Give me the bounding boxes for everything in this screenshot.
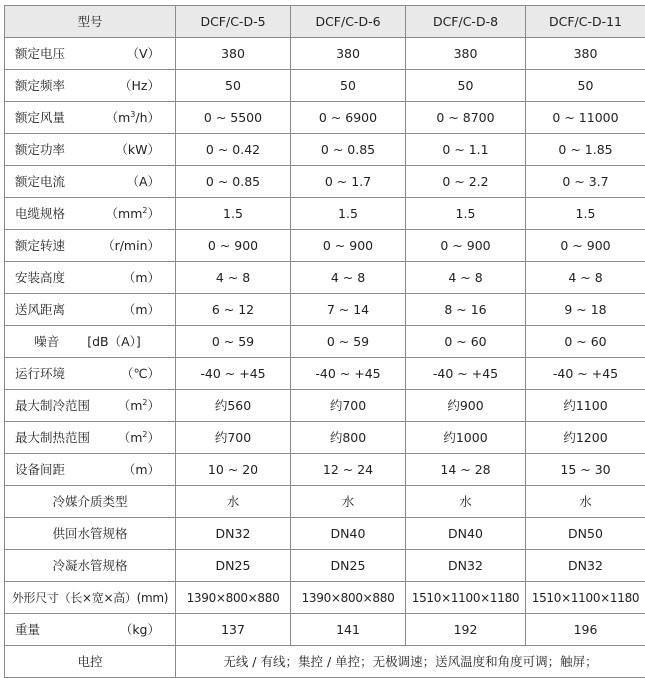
row-label xyxy=(5,175,175,189)
unit-text: $(m^2)$ xyxy=(118,399,160,413)
cell-value: DN50 xyxy=(526,518,645,550)
cell-value: DN32 xyxy=(176,518,291,550)
row-label xyxy=(5,431,175,445)
unit-text: （kg） xyxy=(120,623,160,637)
cell-value: 1.5 xyxy=(526,198,645,230)
cell-value: DN40 xyxy=(406,518,526,550)
cell-value: 380 xyxy=(406,38,526,70)
row-cable xyxy=(5,198,645,230)
label-text: 最大制热范围 xyxy=(15,431,90,445)
row-label xyxy=(5,367,175,381)
label-text: 额定功率 xyxy=(15,143,65,157)
row-label xyxy=(5,239,175,253)
unit-text: （Hz） xyxy=(119,79,160,93)
row-label: 冷媒介质类型 xyxy=(5,486,176,518)
row-condensate-pipe xyxy=(5,550,645,582)
cell-value: 12 ~ 24 xyxy=(291,454,406,486)
unit-text: $(m^2)$ xyxy=(118,431,160,445)
cell-value: 0 ~ 1.1 xyxy=(406,134,526,166)
cell-value: 水 xyxy=(406,486,526,518)
cell-value: 0 ~ 8700 xyxy=(406,102,526,134)
cell-value: 14 ~ 28 xyxy=(406,454,526,486)
row-current xyxy=(5,166,645,198)
cell-value: 50 xyxy=(526,70,645,102)
cell-value: -40 ~ +45 xyxy=(291,358,406,390)
row-label: 冷凝水管规格 xyxy=(5,550,176,582)
label-text: 额定电流 xyxy=(15,175,65,189)
cell-value: -40 ~ +45 xyxy=(176,358,291,390)
cell-value: DN32 xyxy=(406,550,526,582)
cell-value: 约560 xyxy=(176,390,291,422)
cell-value: 0 ~ 1.7 xyxy=(291,166,406,198)
cell-value: 1510×1100×1180 xyxy=(526,582,645,614)
row-label xyxy=(5,143,175,157)
cell-value: 水 xyxy=(291,486,406,518)
cell-value: DN25 xyxy=(291,550,406,582)
cell-value: 192 xyxy=(406,614,526,646)
row-airflow xyxy=(5,102,645,134)
spec-table xyxy=(4,5,645,678)
header-model-2: DCF/C-D-6 xyxy=(291,6,406,38)
cell-value: 0 ~ 900 xyxy=(526,230,645,262)
unit-text: （m） xyxy=(123,303,160,317)
cell-value: 196 xyxy=(526,614,645,646)
cell-value: 水 xyxy=(526,486,645,518)
row-heating-area xyxy=(5,422,645,454)
cell-value: 0 ~ 6900 xyxy=(291,102,406,134)
row-voltage xyxy=(5,38,645,70)
label-text: 电缆规格 xyxy=(15,207,65,221)
cell-value: 6 ~ 12 xyxy=(176,294,291,326)
row-spacing xyxy=(5,454,645,486)
cell-value: 15 ~ 30 xyxy=(526,454,645,486)
cell-value: 50 xyxy=(291,70,406,102)
row-cooling-area xyxy=(5,390,645,422)
row-weight xyxy=(5,614,645,646)
unit-text: （V） xyxy=(126,47,160,61)
cell-value: 0 ~ 3.7 xyxy=(526,166,645,198)
cell-value: 50 xyxy=(176,70,291,102)
label-text: 设备间距 xyxy=(15,463,65,477)
cell-value: 0 ~ 59 xyxy=(291,326,406,358)
row-label xyxy=(5,207,175,221)
row-supply-pipe xyxy=(5,518,645,550)
cell-value: 1390×800×880 xyxy=(176,582,291,614)
cell-value: 137 xyxy=(176,614,291,646)
row-label: 供回水管规格 xyxy=(5,518,176,550)
cell-value: 0 ~ 900 xyxy=(291,230,406,262)
row-speed xyxy=(5,230,645,262)
row-refrigerant xyxy=(5,486,645,518)
label-text: 送风距离 xyxy=(15,303,65,317)
cell-value: 4 ~ 8 xyxy=(406,262,526,294)
cell-value: 10 ~ 20 xyxy=(176,454,291,486)
cell-value: 0 ~ 900 xyxy=(406,230,526,262)
cell-value: 1510×1100×1180 xyxy=(406,582,526,614)
row-noise xyxy=(5,326,645,358)
unit-text: （r/min） xyxy=(102,239,160,253)
label-text: 额定频率 xyxy=(15,79,65,93)
unit-text: （A） xyxy=(126,175,160,189)
cell-value: 约1000 xyxy=(406,422,526,454)
cell-value: 约1100 xyxy=(526,390,645,422)
cell-value: 0 ~ 5500 xyxy=(176,102,291,134)
label-text: 额定风量 xyxy=(15,111,65,125)
cell-value: DN25 xyxy=(176,550,291,582)
cell-value: 0 ~ 900 xyxy=(176,230,291,262)
row-dimensions xyxy=(5,582,645,614)
label-text: 最大制冷范围 xyxy=(15,399,90,413)
header-row xyxy=(5,6,645,38)
cell-value: 1.5 xyxy=(291,198,406,230)
cell-value: 0 ~ 60 xyxy=(526,326,645,358)
unit-text: （m） xyxy=(123,463,160,477)
cell-value: -40 ~ +45 xyxy=(526,358,645,390)
cell-value: 0 ~ 0.85 xyxy=(291,134,406,166)
row-label xyxy=(5,111,175,125)
label-text: 额定电压 xyxy=(15,47,65,61)
cell-value: 8 ~ 16 xyxy=(406,294,526,326)
row-label: 外形尺寸（长×宽×高）(mm) xyxy=(5,582,176,614)
cell-value: DN32 xyxy=(526,550,645,582)
cell-value: -40 ~ +45 xyxy=(406,358,526,390)
unit-text: （kW） xyxy=(115,143,160,157)
cell-value: 4 ~ 8 xyxy=(526,262,645,294)
cell-value: 1.5 xyxy=(406,198,526,230)
row-label xyxy=(5,463,175,477)
cell-value: 约700 xyxy=(291,390,406,422)
cell-value: 380 xyxy=(526,38,645,70)
unit-text: [dB（A）] xyxy=(87,335,141,349)
cell-value: 约900 xyxy=(406,390,526,422)
cell-value: 0 ~ 0.42 xyxy=(176,134,291,166)
cell-value: 0 ~ 2.2 xyxy=(406,166,526,198)
cell-value: 约800 xyxy=(291,422,406,454)
row-install-height xyxy=(5,262,645,294)
row-power xyxy=(5,134,645,166)
unit-text: （m） xyxy=(123,271,160,285)
row-label xyxy=(5,399,175,413)
header-model-3: DCF/C-D-8 xyxy=(406,6,526,38)
header-model-1: DCF/C-D-5 xyxy=(176,6,291,38)
row-label xyxy=(5,623,175,637)
cell-value: 1390×800×880 xyxy=(291,582,406,614)
unit-text: $(mm^2)$ xyxy=(106,207,160,221)
unit-text: $(m^3/h)$ xyxy=(106,111,160,125)
cell-value: 0 ~ 11000 xyxy=(526,102,645,134)
label-text: 重量 xyxy=(15,623,40,637)
cell-value: 7 ~ 14 xyxy=(291,294,406,326)
row-frequency xyxy=(5,70,645,102)
cell-value: 141 xyxy=(291,614,406,646)
label-text: 安装高度 xyxy=(15,271,65,285)
row-label xyxy=(5,47,175,61)
cell-value: 4 ~ 8 xyxy=(291,262,406,294)
cell-value: 约700 xyxy=(176,422,291,454)
header-model-label: 型号 xyxy=(5,6,176,38)
row-label xyxy=(5,79,175,93)
cell-value: 约1200 xyxy=(526,422,645,454)
controls-value: 无线 / 有线；集控 / 单控；无极调速；送风温度和角度可调；触屏； xyxy=(176,646,645,678)
cell-value: 1.5 xyxy=(176,198,291,230)
row-controls xyxy=(5,646,645,678)
row-label: 电控 xyxy=(5,646,176,678)
row-environment xyxy=(5,358,645,390)
cell-value: 0 ~ 1.85 xyxy=(526,134,645,166)
cell-value: 0 ~ 0.85 xyxy=(176,166,291,198)
row-throw-distance xyxy=(5,294,645,326)
label-text: 运行环境 xyxy=(15,367,65,381)
cell-value: 0 ~ 60 xyxy=(406,326,526,358)
label-text: 噪音 xyxy=(34,335,59,349)
row-label xyxy=(5,271,175,285)
label-text: 额定转速 xyxy=(15,239,65,253)
cell-value: 380 xyxy=(176,38,291,70)
row-label xyxy=(5,335,175,349)
cell-value: 水 xyxy=(176,486,291,518)
cell-value: 380 xyxy=(291,38,406,70)
spec-body xyxy=(5,38,645,678)
header-model-4: DCF/C-D-11 xyxy=(526,6,645,38)
cell-value: 50 xyxy=(406,70,526,102)
cell-value: 9 ~ 18 xyxy=(526,294,645,326)
row-label xyxy=(5,303,175,317)
cell-value: 0 ~ 59 xyxy=(176,326,291,358)
cell-value: DN40 xyxy=(291,518,406,550)
cell-value: 4 ~ 8 xyxy=(176,262,291,294)
unit-text: （℃） xyxy=(121,367,160,381)
